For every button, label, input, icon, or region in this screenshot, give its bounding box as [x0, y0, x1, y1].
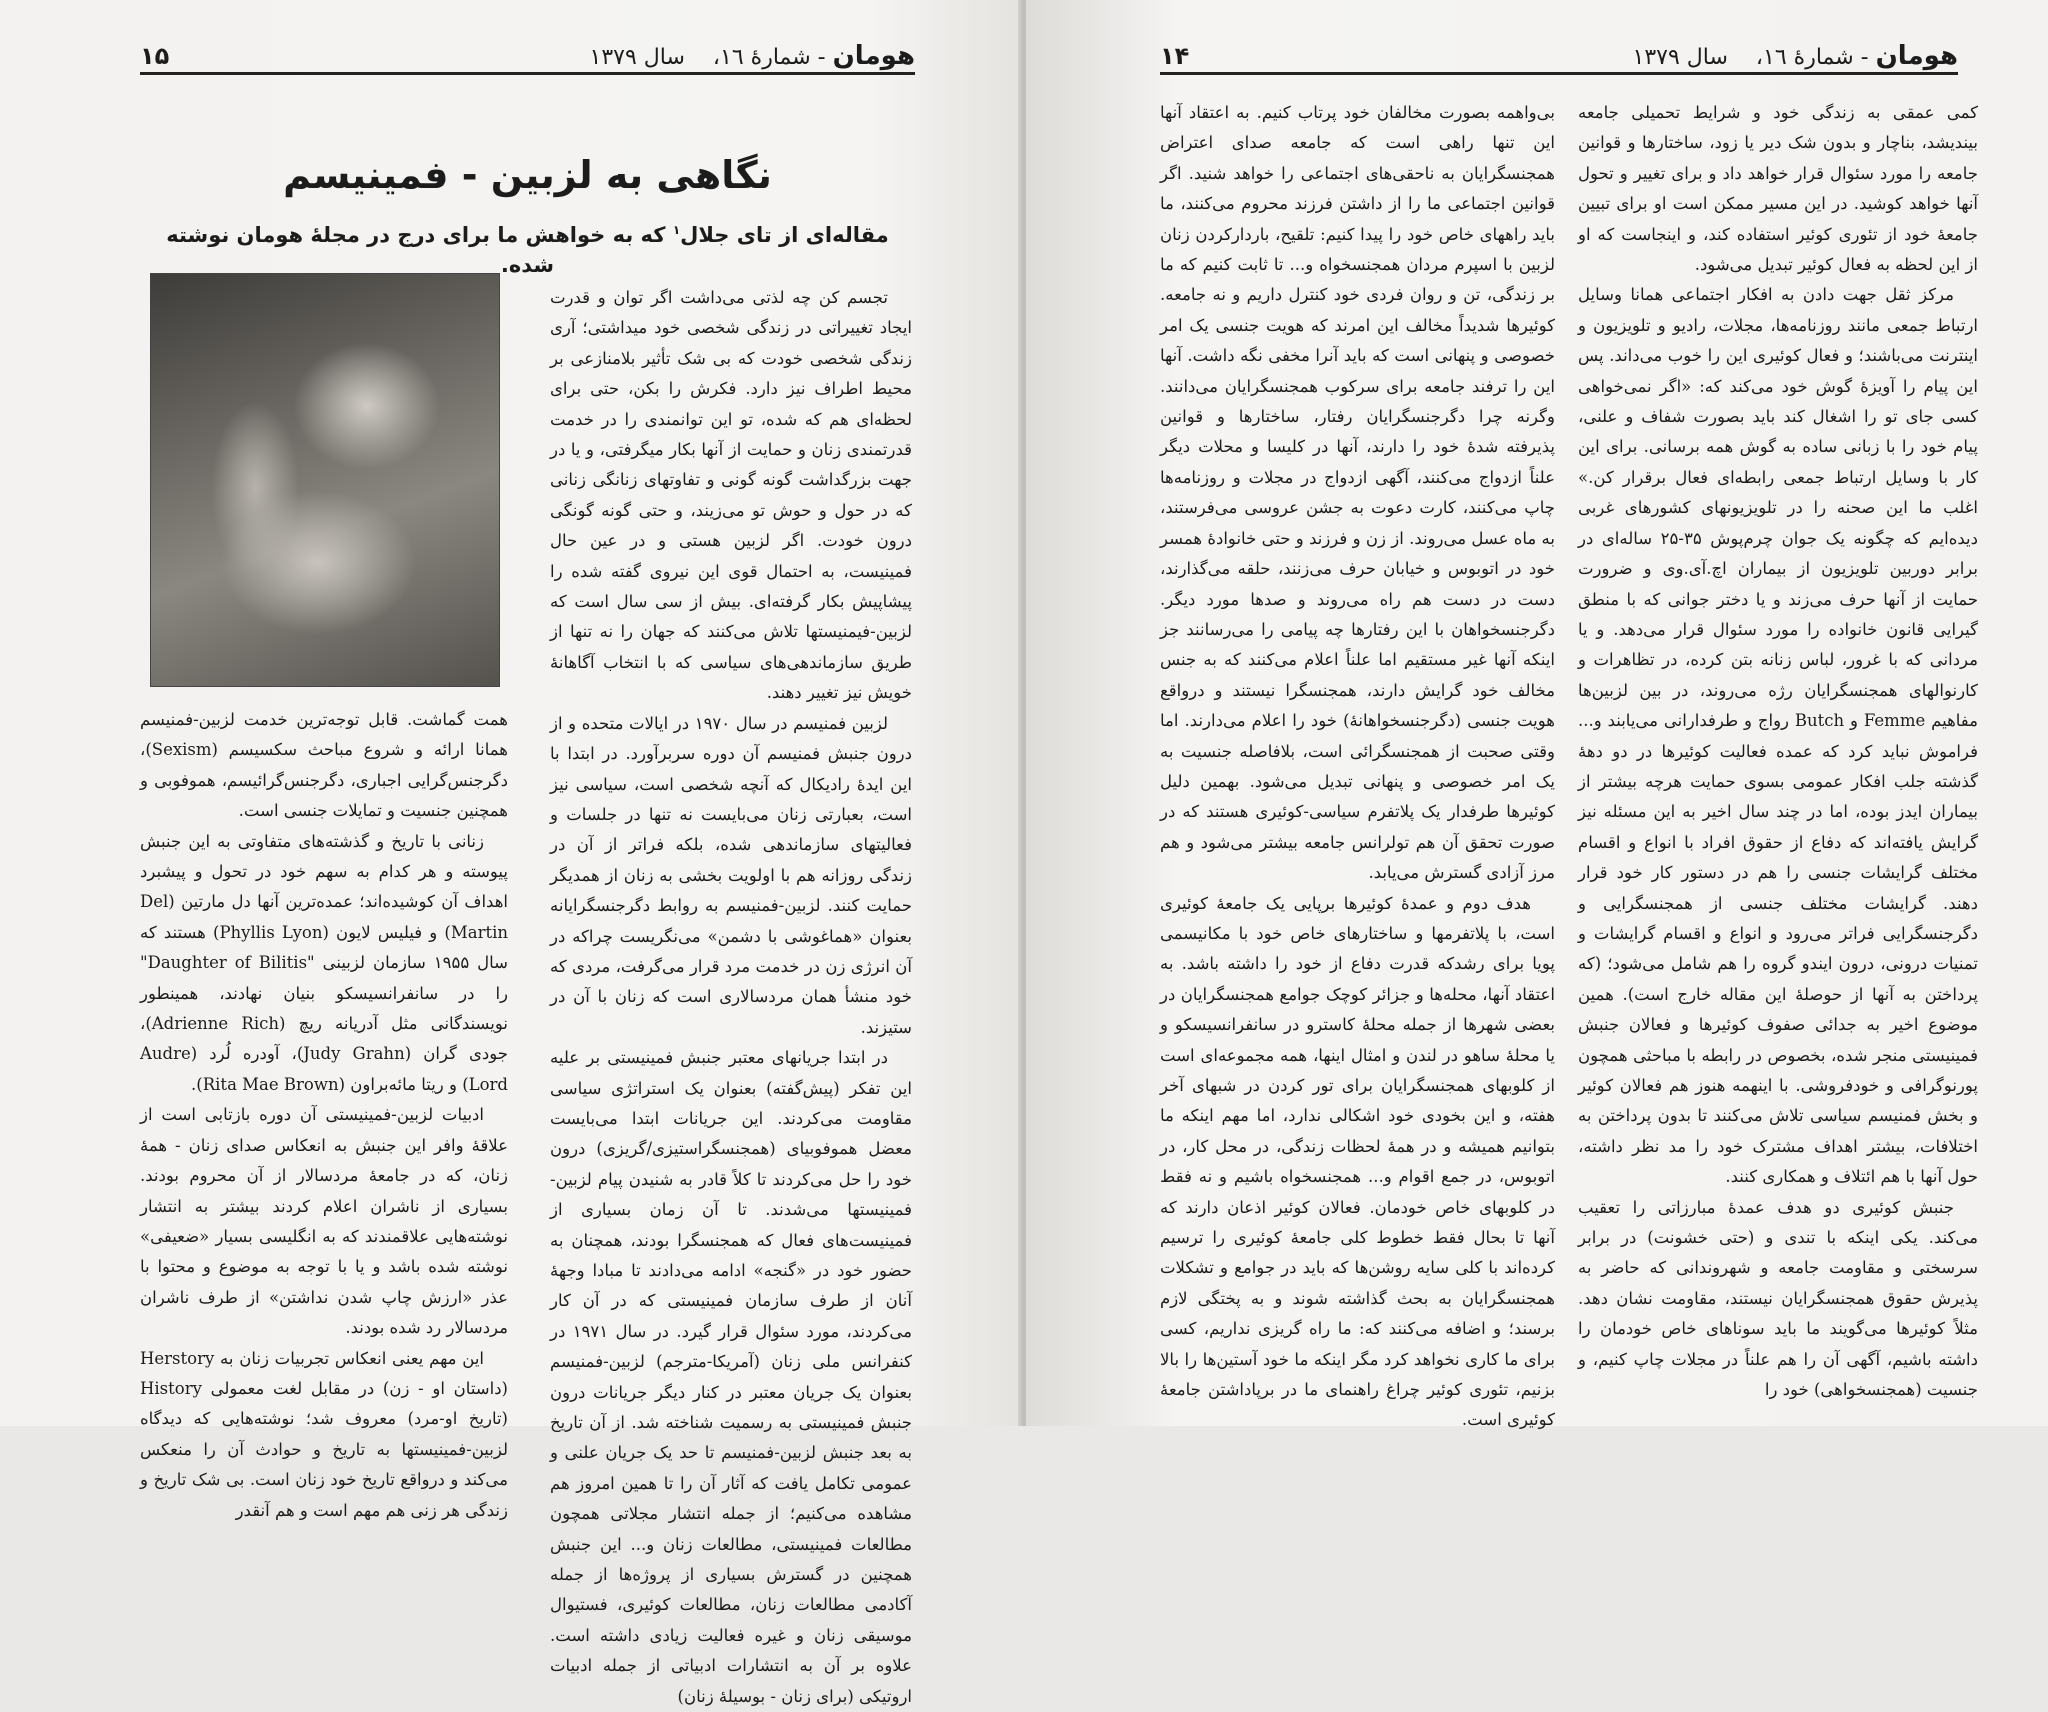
- left-page-header: [140, 40, 915, 75]
- paragraph: جنبش کوئیری دو هدف عمدهٔ مبارزاتی را تعقیب می‌کند. یکی اینکه با تندی و (حتی خشونت) در برابر سرسختی و مقاومت جامعه و شهروندانی که حاضر به پذیرش حقوق همجنسگرایان نیستند، مقاومت نشان دهد. مثلاً کوئیرها می‌گویند ما باید سوناهای خاص خودمان را داشته باشیم، آگهی آن را هم علناً در مجلات چاپ کنیم، و جنسیت (همجنسخواهی) خود را: [1578, 1197, 1978, 1400]
- footnote-marker: ۱: [672, 223, 681, 237]
- paragraph: در ابتدا جریانهای معتبر جنبش فمینیستی بر علیه این تفکر (پیش‌گفته) بعنوان یک استراتژی سیاسی مقاومت می‌کردند. این جریانات ابتدا می‌بایست معضل هموفوبیای (همجنسگراستیزی/گریزی) درون خود را حل می‌کردند تا کلاً قادر به شنیدن پیام لزبین-فمینیستها می‌شدند. تا آن زمان بسیاری از فمینیست‌های فعال که همجنسگرا بودند، همچنان به حضور خود در «گنجه» ادامه می‌دادند تا مبادا وجههٔ آنان از طرف سازمان فمینیستی که در آن کار می‌کردند، مورد سئوال قرار گیرد. در سال ۱۹۷۱ در کنفرانس ملی زنان (آمریکا-مترجم) لزبین-فمنیسم بعنوان یک جریان معتبر در کنار دیگر جریانات درون جنبش فمینیستی به رسمیت شناخته شد. از آن تاریخ به بعد جنبش لزبین-فمنیسم تا حد یک جریان علنی و عمومی تکامل یافت که آثار آن را تا همین امروز هم مشاهده می‌کنیم؛ از جمله انتشار مجلاتی همچون مطالعات فمینیستی، مطالعات زنان و... این جنبش همچنین در گسترش بسیاری از پروژه‌ها از جمله آکادمی مطالعات زنان، مطالعات کوئیری، فستیوال موسیقی زنان و غیره فعالیت زیادی داشته است. علاوه بر آن به انتشارات ادبیاتی از جمله ادبیات اروتیکی (برای زنان - بوسیلهٔ زنان): [550, 1048, 913, 1706]
- page-number: ۱۵: [140, 42, 170, 70]
- paragraph: زنانی با تاریخ و گذشته‌های متفاوتی به این جنبش پیوسته و هر کدام به سهم خود در تحول و پیشبرد اهداف آن کوشیده‌اند؛ عمده‌ترین آنها دل مارتین (Del Martin) و فیلیس لایون (Phyllis Lyon) هستند که سال ۱۹۵۵ سازمان لزبینی "Daughter of Bilitis" را در سانفرانسیسکو بنیان نهادند، همینطور نویسندگانی مثل آدریانه ریچ (Adrienne Rich)، جودی گران (Judy Grahn)، آودره لُرد (Audre Lord) و ریتا مائه‌براون (Rita Mae Brown).: [140, 831, 509, 1094]
- paragraph: ادبیات لزبین-فمینیستی آن دوره بازتابی است از علاقهٔ وافر این جنبش به انعکاس صدای زنان - همهٔ زنان، که در جامعهٔ مردسالار از آن محروم بودند. بسیاری از ناشران اعلام کردند بیشتر به انتشار نوشته‌هایی علاقمندند که به انگلیسی بسیار «ضعیفی» نوشته شده باشد و یا با توجه به موضوع و محتوا با عذر «ارزش چاپ شدن نداشتن» از طرف ناشران مردسالار رد شده بودند.: [140, 1105, 508, 1338]
- subtitle-author: مقاله‌ای از تای جلال: [680, 223, 889, 247]
- magazine-name: هومان: [832, 41, 915, 71]
- issue-number: شمارهٔ ١٦،: [1755, 45, 1854, 70]
- left-page-left-column: [140, 705, 508, 1526]
- right-page-left-column: [1160, 98, 1555, 1436]
- issue-year: سال ۱۳۷۹: [589, 45, 685, 70]
- running-head: هومان - شمارهٔ ١٦، سال ۱۳۷۹: [589, 41, 915, 71]
- paragraph: کمی عمقی به زندگی خود و شرایط تحمیلی جامعه بیندیشد، بناچار و بدون شک دیر یا زود، ساختارها و قوانین جامعه را مورد سئوال قرار خواهد داد و برای تغییر و تحول آنها خواهد کوشید. در این مسیر ممکن است او برای تبیین جامعهٔ خود از تئوری کوئیر استفاده کند، و اینجاست که او از این لحظه به فعال کوئیر تبدیل می‌شود.: [1578, 103, 1978, 275]
- paragraph: این مهم یعنی انعکاس تجربیات زنان به Herstory (داستان او - زن) در مقابل لغت معمولی History (تاریخ او-مرد) معروف شد؛ نوشته‌هایی که دیدگاه لزبین-فمینیستها به تاریخ و حوادث آن را منعکس می‌کند و درواقع تاریخ خود زنان است. بی شک تاریخ و زندگی هر زنی هم مهم است و هم آنقدر: [140, 1348, 508, 1520]
- article-subtitle: [140, 215, 915, 280]
- paragraph: مرکز ثقل جهت دادن به افکار اجتماعی همانا وسایل ارتباط جمعی مانند روزنامه‌ها، مجلات، رادیو و تلویزیون و اینترنت می‌باشند؛ و فعال کوئیری این را خوب می‌داند. پس این پیام را آویزهٔ گوش خود می‌کند که: «اگر نمی‌خواهی کسی جای تو را اشغال کند باید بصورت شفاف و علنی، پیام خود را با زبانی ساده به گوش همه برسانی. برای این کار با وسایل ارتباط جمعی رابطه‌ای فعال برقرار کن.» اغلب ما این صحنه را در تلویزیونهای کشورهای غربی دیده‌ایم که چگونه یک جوان چرم‌پوش ۳۵-۲۵ ساله‌ای در برابر دوربین تلویزیون از بیماران اچ.آی.وی و ضرورت حمایت از آنها حرف می‌زند و یا دختر جوانی که با منطق گیرایی قانون خانواده را مورد سئوال قرار می‌دهد. و یا مردانی که با غرور، لباس زنانه بتن کرده، در تظاهرات و کارنوالهای همجنسگرایان رژه می‌روند، در بین لزبین‌ها مفاهیم Femme و Butch رواج و طرفدارانی می‌یابند و... فراموش نباید کرد که عمده فعالیت کوئیرها در دو دههٔ گذشته جلب افکار عمومی بسوی حمایت هرچه بیشتر از بیماران ایدز بوده، اما در چند سال اخیر به این مسئله نیز گرایش یافته‌اند که دفاع از حقوق افراد با انواع و اقسام مختلف گرایشات جنسی را هم در دستور کار خود قرار دهند. گرایشات مختلف جنسی از همجنسگرایی و دگرجنسگرایی فراتر می‌رود و انواع و اقسام گرایشات و تمنیات درونی، درون ایندو گروه را هم شامل می‌شود؛ (که پرداختن به آنها از حوصلهٔ این مقاله خارج است). همین موضوع اخیر به جدائی صفوف کوئیرها و فعالان جنبش فمینیستی منجر شده، بخصوص در رابطه با مباحثی همچون پورنوگرافی و خودفروشی. با اینهمه هنوز هم فعالان کوئیر و بخش فمنیسم سیاسی تلاش می‌کنند تا بدون پرداختن به اختلافات، بیشتر اهداف مشترک خود را مد نظر داشته، حول آنها با هم ائتلاف و همکاری کنند.: [1578, 285, 1978, 1187]
- paragraph: تجسم کن چه لذتی می‌داشت اگر توان و قدرت ایجاد تغییراتی در زندگی شخصی خود میداشتی؛ آری زندگی شخصی خودت که بی شک تأثیر بلامنازعی بر محیط اطراف نیز دارد. فکرش را بکن، حتی برای لحظه‌ای هم که شده، تو این توانمندی را در خدمت قدرتمندی زنان و حمایت از آنها بکار میگرفتی، و یا در جهت بزرگداشت گونه گونی و تفاوتهای زنانگی زنانی که در حول و حوش تو می‌زیند، و حتی گونه گونگی درون خودت. اگر لزبین هستی و در عین حال فمینیست، به احتمال قوی این نیروی گفته شده را پیشاپیش بکار گرفته‌ای. بیش از سی سال است که لزبین-فیمنیستها تلاش می‌کنند که جهان را نه تنها از طریق سازماندهی‌های سیاسی که با انتخاب آگاهانهٔ خویش نیز تغییر دهند.: [550, 288, 912, 703]
- paragraph: هدف دوم و عمدهٔ کوئیرها برپایی یک جامعهٔ کوئیری است، با پلاتفرمها و ساختارهای خاص خود با مکانیسمی پویا برای رشدکه قدرت دفاع از خود را داشته باشد. به اعتقاد آنها، محله‌ها و جزائر کوچک جوامع همجنسگرایان در بعضی شهرها از جمله محلهٔ کاسترو در سانفرانسیسکو و یا محلهٔ ساهو در لندن و امثال اینها، همه مجموعه‌ای است از کلوبهای همجنسگرایان برای تور کردن در شبهای آخر هفته، و این بخودی خود اشکالی ندارد، اما مهم اینکه ما بتوانیم همیشه و در همهٔ لحظات زندگی، در محل کار، در اتوبوس، در جمع اقوام و... همجنسخواه باشیم و نه فقط در کلوبهای خاص خودمان. فعالان کوئیر اذعان دارند که آنها تا بحال فقط خطوط کلی جامعهٔ کوئیری را ترسیم کرده‌اند با کلی سایه روشن‌ها که باید در جوامع و تشکلات همجنسگرایان به بحث گذاشته شوند و به پختگی لازم برسند؛ و اضافه می‌کنند که: ما راه گریزی نداریم، کسی برای ما کاری نخواهد کرد مگر اینکه ما خود آستین‌ها را بالا بزنیم، تئوری کوئیر چراغ راهنمای ما در برپاداشتن جامعهٔ کوئیری است.: [1160, 893, 1555, 1430]
- right-page-right-column: [1578, 98, 1978, 1405]
- paragraph: بی‌واهمه بصورت مخالفان خود پرتاب کنیم. به اعتقاد آنها این تنها راهی است که جامعه صدای اعتراض همجنسگرایان به ناحقی‌های اجتماعی را خواهد شنید. اگر قوانین اجتماعی ما را از داشتن فرزند محروم می‌کنند، ما باید راههای خاص خود را پیدا کنیم: تلقیح، باردارکردن زنان لزبین با اسپرم مردان همجنسخواه و... تا ثابت کنیم که ما بر زندگی، تن و روان فردی خود کنترل داریم و نه جامعه. کوئیرها شدیداً مخالف این امرند که هویت جنسی یک امر خصوصی و پنهانی است که باید آنرا مخفی نگه داشت. آنها این را ترفند جامعه برای سرکوب همجنسگرایان می‌دانند. وگرنه چرا دگرجنسگرایان رفتار، ساختارها و قوانین پذیرفته شدهٔ خود را دارند، آنها در کلیسا و محلات دیگر علناً ازدواج می‌کنند، آگهی ازدواج در مجلات و روزنامه‌ها چاپ می‌کنند، کارت دعوت به جشن عروسی می‌فرستند، به ماه عسل می‌روند. از زن و فرزند و حتی خانوادهٔ همسر خود در اتوبوس و خیابان حرف می‌زنند، حلقه می‌گذارند، دست در دست هم راه می‌روند و صدها مورد دیگر. دگرجنسخواهان با این رفتارها چه پیامی را می‌رسانند جز اینکه آنها غیر مستقیم اما علناً اعلام می‌کنند که به جنس مخالف خود گرایش دارند، همجنسگرا نیستند و درواقع هویت جنسی (دگرجنسخواهانهٔ) خود را اعلام می‌دارند. اما وقتی صحبت از همجنسگرائی است، بلافاصله جنسیت به یک امر خصوصی و پنهانی تبدیل می‌شود. بهمین دلیل کوئیرها طرفدار یک پلاتفرم سیاسی-کوئیری هستند که در صورت تحقق آن هم تولرانس جامعه بیشتر می‌شود و هم مرز آزادی گسترش می‌یابد.: [1160, 103, 1555, 883]
- right-page: [1026, 0, 2048, 1430]
- issue-number: شمارهٔ ١٦،: [712, 45, 811, 70]
- page-number: ۱۴: [1160, 42, 1190, 70]
- paragraph: لزبین فمنیسم در سال ۱۹۷۰ در ایالات متحده و از درون جنبش فمنیسم آن دوره سربرآورد. در ابتدا با این ایدهٔ رادیکال که آنچه شخصی است، سیاسی نیز است، بعبارتی زنان می‌بایست نه تنها در جلسات و فعالیتهای سازماندهی شده، بلکه فراتر از آن در زندگی روزانه هم با اولویت بخشی به زنان از همدیگر حمایت کنند. لزبین-فمنیسم به روابط دگرجنسگرایانه بعنوان «هماغوشی با دشمن» می‌نگریست چراکه در آن انرژی زن در خدمت مرد قرار می‌گرفت، مردی که خود منشأ همان مردسالاری است که زنان با آن در ستیزند.: [550, 713, 912, 1037]
- painting-figure: [150, 273, 500, 687]
- left-page: [0, 0, 1022, 1706]
- right-page-header: [1160, 40, 1958, 75]
- magazine-name: هومان: [1875, 41, 1958, 71]
- left-page-right-column: [550, 283, 912, 1712]
- subtitle-text: که به خواهش ما برای درج در مجلهٔ هومان نوشته شده.: [166, 223, 666, 277]
- article-title: نگاهی به لزبین - فمینیسم: [283, 153, 772, 197]
- running-head: هومان - شمارهٔ ١٦، سال ۱۳۷۹: [1632, 41, 1958, 71]
- paragraph: همت گماشت. قابل توجه‌ترین خدمت لزبین-فمنیسم همانا ارائه و شروع مباحث سکسیسم (Sexism)، دگرجنس‌گرایی اجباری، دگرجنس‌گرائیسم، هموفوبی و همچنین جنسیت و تمایلات جنسی است.: [140, 710, 508, 821]
- issue-year: سال ۱۳۷۹: [1632, 45, 1728, 70]
